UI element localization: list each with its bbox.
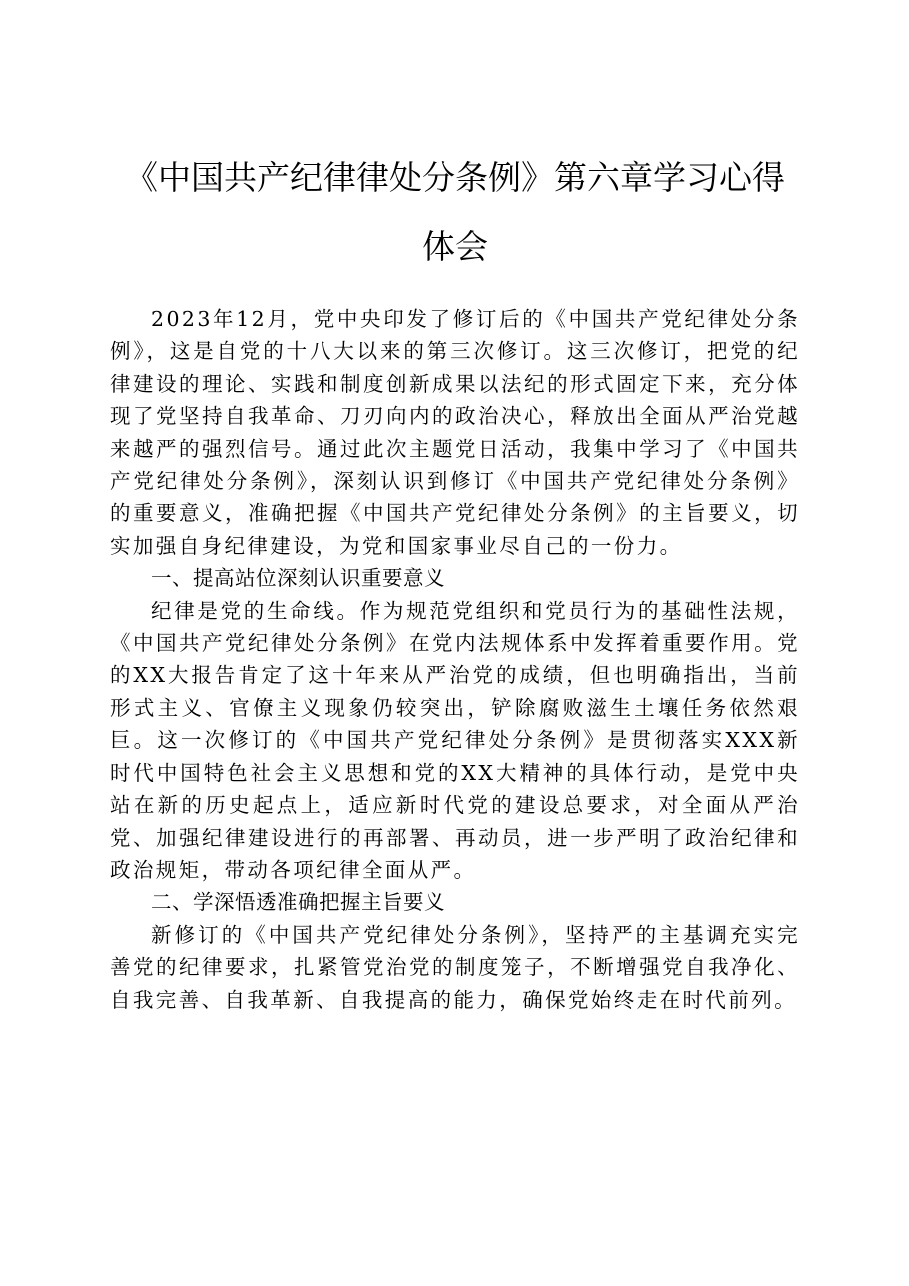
- intro-paragraph: 2023年12月，党中央印发了修订后的《中国共产党纪律处分条例》，这是自党的十八大以来的第三次修订。这三次修订，把党的纪律建设的理论、实践和制度创新成果以法纪的形式固定下来，充分体现了党坚持自我革命、刀刃向内的政治决心，释放出全面从严治党越来越严的强烈信号。通过此次主题党日活动，我集中学习了《中国共产党纪律处分条例》，深刻认识到修订《中国共产党纪律处分条例》的重要意义，准确把握《中国共产党纪律处分条例》的主旨要义，切实加强自身纪律建设，为党和国家事业尽自己的一份力。: [110, 307, 800, 558]
- document-body: [110, 303, 800, 1016]
- section-heading-2: 二、学深悟透准确把握主旨要义: [151, 890, 445, 915]
- section-1-paragraph: 纪律是党的生命线。作为规范党组织和党员行为的基础性法规，《中国共产党纪律处分条例》在党内法规体系中发挥着重要作用。党的XX大报告肯定了这十年来从严治党的成绩，但也明确指出，当前形式主义、官僚主义现象仍较突出，铲除腐败滋生土壤任务依然艰巨。这一次修订的《中国共产党纪律处分条例》是贯彻落实XXX新时代中国特色社会主义思想和党的XX大精神的具体行动，是党中央站在新的历史起点上，适应新时代党的建设总要求，对全面从严治党、加强纪律建设进行的再部署、再动员，进一步严明了政治纪律和政治规矩，带动各项纪律全面从严。: [110, 598, 800, 882]
- section-heading-1: 一、提高站位深刻认识重要意义: [151, 566, 445, 591]
- section-2-paragraph: 新修订的《中国共产党纪律处分条例》，坚持严的主基调充实完善党的纪律要求，扎紧管党治党的制度笼子，不断增强党自我净化、自我完善、自我革新、自我提高的能力，确保党始终走在时代前列。: [110, 922, 800, 1012]
- document-title: 《中国共产纪律律处分条例》第六章学习心得体会: [125, 158, 785, 266]
